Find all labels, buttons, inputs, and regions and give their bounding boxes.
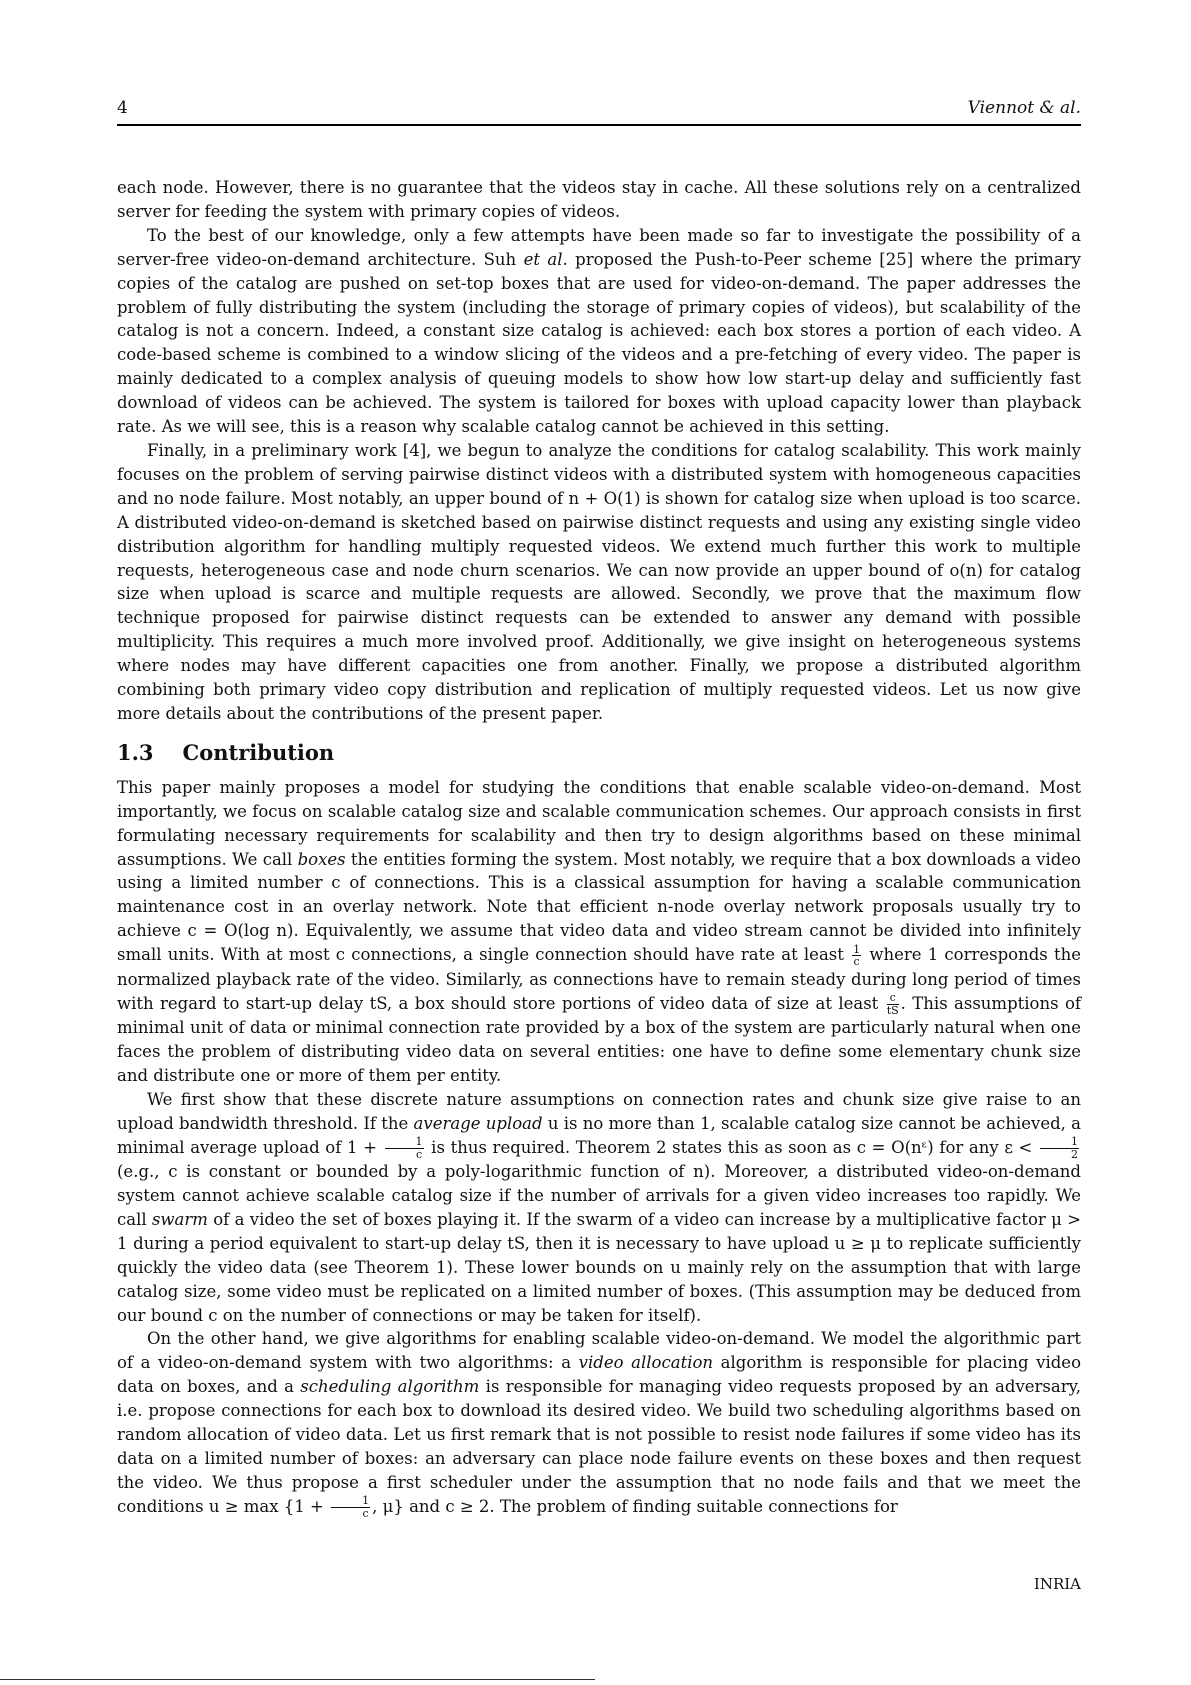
- fraction-denominator: 2: [1070, 1147, 1078, 1161]
- section-number: 1.3: [117, 739, 154, 765]
- paragraph-continuation: each node. However, there is no guarantee that the videos stay in cache. All these solutions rely on a centralized server for feeding the system with primary copies of videos.: [117, 178, 1081, 221]
- fraction-one-over-c: [852, 944, 861, 968]
- paragraph-related-work: [117, 224, 1081, 439]
- text-run: This paper mainly proposes a model for studying the conditions that enable scalable video-on-demand. Most importantly, we focus on scalable catalog size and scalable communication schemes. Our approach consists in first formulating necessary requirements for scalability and then try to design algorithms based on these minimal assumptions. We call: [117, 777, 1081, 869]
- emphasis: boxes: [297, 849, 346, 869]
- paragraph-contribution-model: [117, 776, 1081, 1088]
- text-run: . This assumptions of minimal unit of data or minimal connection rate provided by a box of the system are particularly natural when one faces the problem of distributing video data on several entities: one have to define some elementary chunk size and distribute one or more of them per entity.: [117, 993, 1081, 1085]
- bottom-rule: [0, 1679, 595, 1680]
- paragraph-upload-threshold: [117, 1088, 1081, 1328]
- fraction-c-over-ts: [887, 992, 899, 1016]
- fraction-one-over-c: [331, 1495, 370, 1519]
- fraction-numerator: c: [887, 992, 899, 1005]
- emphasis: swarm: [151, 1209, 208, 1229]
- fraction-denominator: tS: [886, 1003, 899, 1017]
- text-run: We first show that these discrete nature assumptions on connection rates and chunk size give raise to an upload bandwidth threshold. If the: [117, 1089, 1081, 1133]
- fraction-numerator: 1: [1040, 1136, 1079, 1149]
- running-head-authors: Viennot & al.: [967, 98, 1081, 118]
- page-body: [117, 176, 1081, 1519]
- fraction-denominator: c: [362, 1506, 369, 1520]
- emphasis: average upload: [413, 1113, 543, 1133]
- page-number: 4: [117, 98, 128, 118]
- text-run: u is no more than 1, scalable catalog size cannot be achieved, a minimal average upload of 1 +: [117, 1113, 1081, 1157]
- text-run: To the best of our knowledge, only a few attempts have been made so far to investigate the possibility of a server-free video-on-demand architecture. Suh: [117, 225, 1081, 269]
- footer-institution: INRIA: [1033, 1575, 1081, 1593]
- fraction-numerator: 1: [331, 1495, 370, 1508]
- text-run: , μ} and c ≥ 2. The problem of finding suitable connections for: [372, 1496, 898, 1516]
- text-run: proposed the Push-to-Peer scheme [25] where the primary copies of the catalog are pushed on set-top boxes that are used for video-on-demand. The paper addresses the problem of fully distributing the system (including the storage of primary copies of videos), but scalability of the catalog is not a concern. Indeed, a constant size catalog is achieved: each box stores a portion of each video. A code-based scheme is combined to a window slicing of the videos and a pre-fetching of every video. The paper is mainly dedicated to a complex analysis of queuing models to show how low start-up delay and sufficiently fast download of videos can be achieved. The system is tailored for boxes with upload capacity lower than playback rate. As we will see, this is a reason why scalable catalog cannot be achieved in this setting.: [117, 249, 1081, 437]
- text-run: (e.g., c is constant or bounded by a poly-logarithmic function of n). Moreover, a distributed video-on-demand system cannot achieve scalable catalog size if the number of arrivals for a given video increases too rapidly. We call: [117, 1162, 1081, 1229]
- section-heading: [117, 740, 1081, 765]
- emphasis: scheduling algorithm: [300, 1377, 480, 1397]
- section-title: Contribution: [182, 739, 335, 765]
- emphasis: et al.: [523, 249, 568, 269]
- header-rule: [117, 124, 1081, 126]
- emphasis: video allocation: [578, 1353, 714, 1373]
- paragraph-algorithms: [117, 1327, 1081, 1519]
- running-header: [117, 98, 1081, 122]
- fraction-numerator: 1: [853, 942, 861, 956]
- fraction-one-half: [1040, 1136, 1079, 1160]
- fraction-denominator: c: [853, 955, 860, 969]
- paragraph-preliminary-work: Finally, in a preliminary work [4], we begun to analyze the conditions for catalog scalability. This work mainly focuses on the problem of serving pairwise distinct videos with a distributed system with homogeneous capacities and no node failure. Most notably, an upper bound of n + O(1) is shown for catalog size when upload is too scarce. A distributed video-on-demand is sketched based on pairwise distinct requests and using any existing single video distribution algorithm for handling multiply requested videos. We extend much further this work to multiple requests, heterogeneous case and node churn scenarios. We can now provide an upper bound of o(n) for catalog size when upload is scarce and multiple requests are allowed. Secondly, we prove that the maximum flow technique proposed for pairwise distinct requests can be extended to answer any demand with possible multiplicity. This requires a much more involved proof. Additionally, we give insight on heterogeneous systems where nodes may have different capacities one from another. Finally, we propose a distributed algorithm combining both primary video copy distribution and replication of multiply requested videos. Let us now give more details about the contributions of the present paper.: [117, 440, 1081, 723]
- fraction-one-over-c: [385, 1136, 424, 1160]
- fraction-denominator: c: [415, 1147, 423, 1161]
- text-run: algorithm is responsible for placing video data on boxes, and a: [117, 1353, 1082, 1397]
- text-run: the entities forming the system. Most notably, we require that a box downloads a video using a limited number c of connections. This is a classical assumption for having a scalable communication maintenance cost in an overlay network. Note that efficient n-node overlay network proposals usually try to achieve c = O(log n). Equivalently, we assume that video data and video stream cannot be divided into infinitely small units. With at most c connections, a single connection should have rate at least: [117, 849, 1081, 965]
- text-run: is responsible for managing video requests proposed by an adversary, i.e. propose connections for each box to download its desired video. We build two scheduling algorithms based on random allocation of video data. Let us first remark that is not possible to resist node failures if some video has its data on a limited number of boxes: an adversary can place node failure events on these boxes and then request the video. We thus propose a first scheduler under the assumption that no node fails and that we meet the conditions u ≥ max {1 +: [117, 1377, 1081, 1516]
- fraction-numerator: 1: [385, 1136, 424, 1149]
- text-run: of a video the set of boxes playing it. If the swarm of a video can increase by a multiplicative factor μ > 1 during a period equivalent to start-up delay tS, then it is necessary to have upload u ≥ μ to replicate sufficiently quickly the video data (see Theorem 1). These lower bounds on u mainly rely on the assumption that with large catalog size, some video must be replicated on a limited number of boxes. (This assumption may be deduced from our bound c on the number of connections or may be taken for itself).: [117, 1209, 1081, 1325]
- text-run: is thus required. Theorem 2 states this as soon as c = O(nᵋ) for any ε <: [425, 1137, 1038, 1157]
- text-run: where 1 corresponds the normalized playback rate of the video. Similarly, as connections have to remain steady during long period of times with regard to start-up delay tS, a box should store portions of video data of size at least: [117, 945, 1081, 1013]
- text-run: On the other hand, we give algorithms for enabling scalable video-on-demand. We model the algorithmic part of a video-on-demand system with two algorithms: a: [117, 1329, 1081, 1373]
